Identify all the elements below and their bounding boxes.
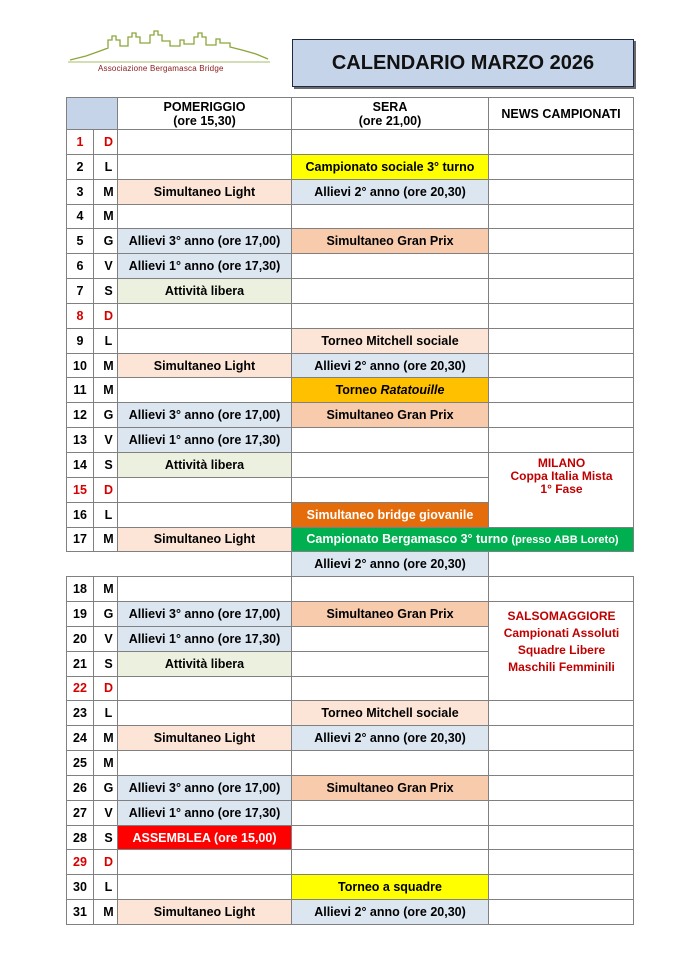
- day-letter: M: [94, 378, 118, 403]
- pomeriggio-cell: [118, 154, 292, 179]
- day-letter: G: [94, 775, 118, 800]
- header-sera: [292, 98, 489, 130]
- sera-cell: Allievi 2° anno (ore 20,30): [292, 552, 489, 577]
- pomeriggio-cell: [118, 303, 292, 328]
- news-cell: [489, 254, 634, 279]
- day-number: 12: [67, 403, 94, 428]
- pomeriggio-cell: Simultaneo Light: [118, 353, 292, 378]
- blank-cell: [489, 552, 634, 577]
- header-pomeriggio-label: POMERIGGIO: [163, 99, 246, 114]
- header-sera-label: SERA: [372, 99, 408, 114]
- day-letter: S: [94, 452, 118, 477]
- day-letter: D: [94, 477, 118, 502]
- news-cell: [489, 800, 634, 825]
- sera-italic: Ratatouille: [380, 383, 445, 398]
- sera-main: Campionato Bergamasco 3° turno: [306, 532, 508, 547]
- table-row: [67, 229, 634, 254]
- sera-cell: [292, 452, 489, 477]
- day-letter: D: [94, 130, 118, 155]
- day-number: 23: [67, 701, 94, 726]
- day-number: 16: [67, 502, 94, 527]
- day-number: 5: [67, 229, 94, 254]
- news-cell: [489, 825, 634, 850]
- pomeriggio-cell: Attività libera: [118, 651, 292, 676]
- day-letter: M: [94, 204, 118, 229]
- logo-text: Associazione Bergamasca Bridge: [98, 64, 224, 73]
- sera-cell: Simultaneo Gran Prix: [292, 229, 489, 254]
- day-letter: G: [94, 229, 118, 254]
- day-number: 8: [67, 303, 94, 328]
- table-row: [67, 204, 634, 229]
- sera-cell: [292, 626, 489, 651]
- table-row: [67, 403, 634, 428]
- calendar-table: [66, 97, 634, 925]
- day-letter: V: [94, 254, 118, 279]
- day-number: 10: [67, 353, 94, 378]
- news-milano-line: 1° Fase: [540, 481, 583, 496]
- news-cell: [489, 378, 634, 403]
- table-row: [67, 726, 634, 751]
- sera-cell: [292, 751, 489, 776]
- table-row: [67, 428, 634, 453]
- day-letter: M: [94, 751, 118, 776]
- news-cell: [489, 279, 634, 304]
- table-row: [67, 602, 634, 627]
- day-letter: V: [94, 626, 118, 651]
- sera-cell: Torneo Mitchell sociale: [292, 328, 489, 353]
- logo: [66, 26, 272, 78]
- sera-cell: Simultaneo Gran Prix: [292, 775, 489, 800]
- sera-cell: [292, 204, 489, 229]
- news-cell: [489, 900, 634, 925]
- news-salso-line: Squadre Libere: [517, 643, 606, 658]
- news-cell: [489, 751, 634, 776]
- table-row: [67, 353, 634, 378]
- sera-prefix: Torneo: [335, 383, 381, 398]
- table-row: [67, 825, 634, 850]
- table-row: [67, 328, 634, 353]
- news-cell: [489, 229, 634, 254]
- sera-cell-wide: [292, 527, 634, 552]
- day-letter: L: [94, 701, 118, 726]
- day-letter: D: [94, 850, 118, 875]
- sera-cell: [292, 850, 489, 875]
- day-letter: M: [94, 179, 118, 204]
- day-number: 11: [67, 378, 94, 403]
- pomeriggio-cell: Attività libera: [118, 452, 292, 477]
- news-milano-line: Coppa Italia Mista: [510, 468, 613, 483]
- table-row: [67, 751, 634, 776]
- pomeriggio-cell: ASSEMBLEA (ore 15,00): [118, 825, 292, 850]
- day-number: 4: [67, 204, 94, 229]
- sera-cell: [292, 279, 489, 304]
- day-letter: M: [94, 577, 118, 602]
- news-cell: [489, 328, 634, 353]
- day-number: 22: [67, 676, 94, 701]
- pomeriggio-cell: Allievi 3° anno (ore 17,00): [118, 775, 292, 800]
- pomeriggio-cell: [118, 676, 292, 701]
- sera-cell: Allievi 2° anno (ore 20,30): [292, 179, 489, 204]
- blank-cell: [67, 552, 292, 577]
- sera-cell: [292, 428, 489, 453]
- sera-cell: Allievi 2° anno (ore 20,30): [292, 726, 489, 751]
- news-salsomaggiore: [489, 602, 634, 701]
- day-number: 21: [67, 651, 94, 676]
- day-number: 6: [67, 254, 94, 279]
- day-letter: D: [94, 303, 118, 328]
- day-number: 31: [67, 900, 94, 925]
- news-cell: [489, 353, 634, 378]
- news-salso-line: Campionati Assoluti: [503, 626, 620, 641]
- news-cell: [489, 303, 634, 328]
- sera-cell: Allievi 2° anno (ore 20,30): [292, 900, 489, 925]
- news-cell: [489, 726, 634, 751]
- table-row: [67, 179, 634, 204]
- header-sera-time: (ore 21,00): [358, 113, 422, 128]
- news-cell: [489, 204, 634, 229]
- day-letter: G: [94, 403, 118, 428]
- page-title: CALENDARIO MARZO 2026: [292, 39, 634, 87]
- day-letter: L: [94, 328, 118, 353]
- pomeriggio-cell: [118, 577, 292, 602]
- sera-cell: [292, 651, 489, 676]
- pomeriggio-cell: Allievi 1° anno (ore 17,30): [118, 254, 292, 279]
- day-letter: M: [94, 527, 118, 552]
- table-header-row: [67, 98, 634, 130]
- news-cell: [489, 701, 634, 726]
- header-corner: [67, 98, 118, 130]
- pomeriggio-cell: [118, 875, 292, 900]
- news-cell: [489, 577, 634, 602]
- header-pomeriggio-time: (ore 15,30): [173, 113, 236, 128]
- day-number: 9: [67, 328, 94, 353]
- day-letter: S: [94, 825, 118, 850]
- day-letter: M: [94, 900, 118, 925]
- day-number: 19: [67, 602, 94, 627]
- table-row: [67, 303, 634, 328]
- header-pomeriggio: [118, 98, 292, 130]
- header-news: NEWS CAMPIONATI: [489, 98, 634, 130]
- pomeriggio-cell: Simultaneo Light: [118, 527, 292, 552]
- table-row: [67, 850, 634, 875]
- day-letter: L: [94, 875, 118, 900]
- pomeriggio-cell: Allievi 3° anno (ore 17,00): [118, 229, 292, 254]
- day-number: 26: [67, 775, 94, 800]
- pomeriggio-cell: [118, 701, 292, 726]
- pomeriggio-cell: Simultaneo Light: [118, 726, 292, 751]
- day-letter: S: [94, 651, 118, 676]
- pomeriggio-cell: Allievi 3° anno (ore 17,00): [118, 602, 292, 627]
- day-number: 24: [67, 726, 94, 751]
- day-letter: V: [94, 800, 118, 825]
- day-letter: V: [94, 428, 118, 453]
- table-row: [67, 279, 634, 304]
- pomeriggio-cell: Allievi 1° anno (ore 17,30): [118, 428, 292, 453]
- table-row: [67, 800, 634, 825]
- table-row: [67, 378, 634, 403]
- sera-cell: Campionato sociale 3° turno: [292, 154, 489, 179]
- pomeriggio-cell: [118, 378, 292, 403]
- day-number: 7: [67, 279, 94, 304]
- day-number: 3: [67, 179, 94, 204]
- sera-cell: [292, 303, 489, 328]
- sera-cell: [292, 477, 489, 502]
- news-cell: [489, 428, 634, 453]
- pomeriggio-cell: [118, 502, 292, 527]
- day-number: 15: [67, 477, 94, 502]
- table-row: [67, 875, 634, 900]
- day-number: 14: [67, 452, 94, 477]
- day-number: 20: [67, 626, 94, 651]
- day-letter: G: [94, 602, 118, 627]
- pomeriggio-cell: Simultaneo Light: [118, 900, 292, 925]
- sera-cell: [292, 254, 489, 279]
- table-row: [67, 701, 634, 726]
- sera-note: (presso ABB Loreto): [511, 534, 619, 547]
- news-milano-line: MILANO: [537, 455, 586, 470]
- pomeriggio-cell: [118, 751, 292, 776]
- news-cell: [489, 130, 634, 155]
- sera-cell: Allievi 2° anno (ore 20,30): [292, 353, 489, 378]
- table-row: [67, 154, 634, 179]
- sera-cell: Simultaneo bridge giovanile: [292, 502, 489, 527]
- day-number: 1: [67, 130, 94, 155]
- pomeriggio-cell: Allievi 1° anno (ore 17,30): [118, 626, 292, 651]
- table-row: [67, 775, 634, 800]
- news-cell: [489, 850, 634, 875]
- table-row: [67, 130, 634, 155]
- pomeriggio-cell: [118, 328, 292, 353]
- day-number: 30: [67, 875, 94, 900]
- day-number: 29: [67, 850, 94, 875]
- sera-cell: [292, 825, 489, 850]
- table-row: [67, 452, 634, 477]
- news-salso-line: Maschili Femminili: [508, 660, 615, 675]
- day-number: 17: [67, 527, 94, 552]
- table-row: [67, 254, 634, 279]
- table-row: [67, 552, 634, 577]
- day-letter: L: [94, 502, 118, 527]
- news-cell: [489, 775, 634, 800]
- day-letter: D: [94, 676, 118, 701]
- sera-cell: [292, 130, 489, 155]
- sera-cell: Torneo a squadre: [292, 875, 489, 900]
- sera-cell: [292, 676, 489, 701]
- day-number: 27: [67, 800, 94, 825]
- news-cell: [489, 179, 634, 204]
- news-cell: [489, 403, 634, 428]
- table-row: [67, 577, 634, 602]
- news-cell: [489, 875, 634, 900]
- day-number: 13: [67, 428, 94, 453]
- sera-cell: [292, 577, 489, 602]
- town-skyline-icon: [66, 26, 272, 66]
- table-row: [67, 900, 634, 925]
- pomeriggio-cell: Allievi 3° anno (ore 17,00): [118, 403, 292, 428]
- pomeriggio-cell: [118, 204, 292, 229]
- pomeriggio-cell: Attività libera: [118, 279, 292, 304]
- sera-cell: [292, 800, 489, 825]
- news-milano: [489, 452, 634, 527]
- pomeriggio-cell: [118, 130, 292, 155]
- day-number: 28: [67, 825, 94, 850]
- sera-cell: Simultaneo Gran Prix: [292, 602, 489, 627]
- day-letter: M: [94, 353, 118, 378]
- day-number: 18: [67, 577, 94, 602]
- day-number: 25: [67, 751, 94, 776]
- table-row: [67, 527, 634, 552]
- day-letter: M: [94, 726, 118, 751]
- pomeriggio-cell: Allievi 1° anno (ore 17,30): [118, 800, 292, 825]
- pomeriggio-cell: [118, 477, 292, 502]
- sera-cell: [292, 378, 489, 403]
- day-letter: S: [94, 279, 118, 304]
- day-letter: L: [94, 154, 118, 179]
- pomeriggio-cell: [118, 850, 292, 875]
- pomeriggio-cell: Simultaneo Light: [118, 179, 292, 204]
- day-number: 2: [67, 154, 94, 179]
- news-cell: [489, 154, 634, 179]
- news-salso-line: SALSOMAGGIORE: [507, 609, 616, 624]
- sera-cell: Torneo Mitchell sociale: [292, 701, 489, 726]
- sera-cell: Simultaneo Gran Prix: [292, 403, 489, 428]
